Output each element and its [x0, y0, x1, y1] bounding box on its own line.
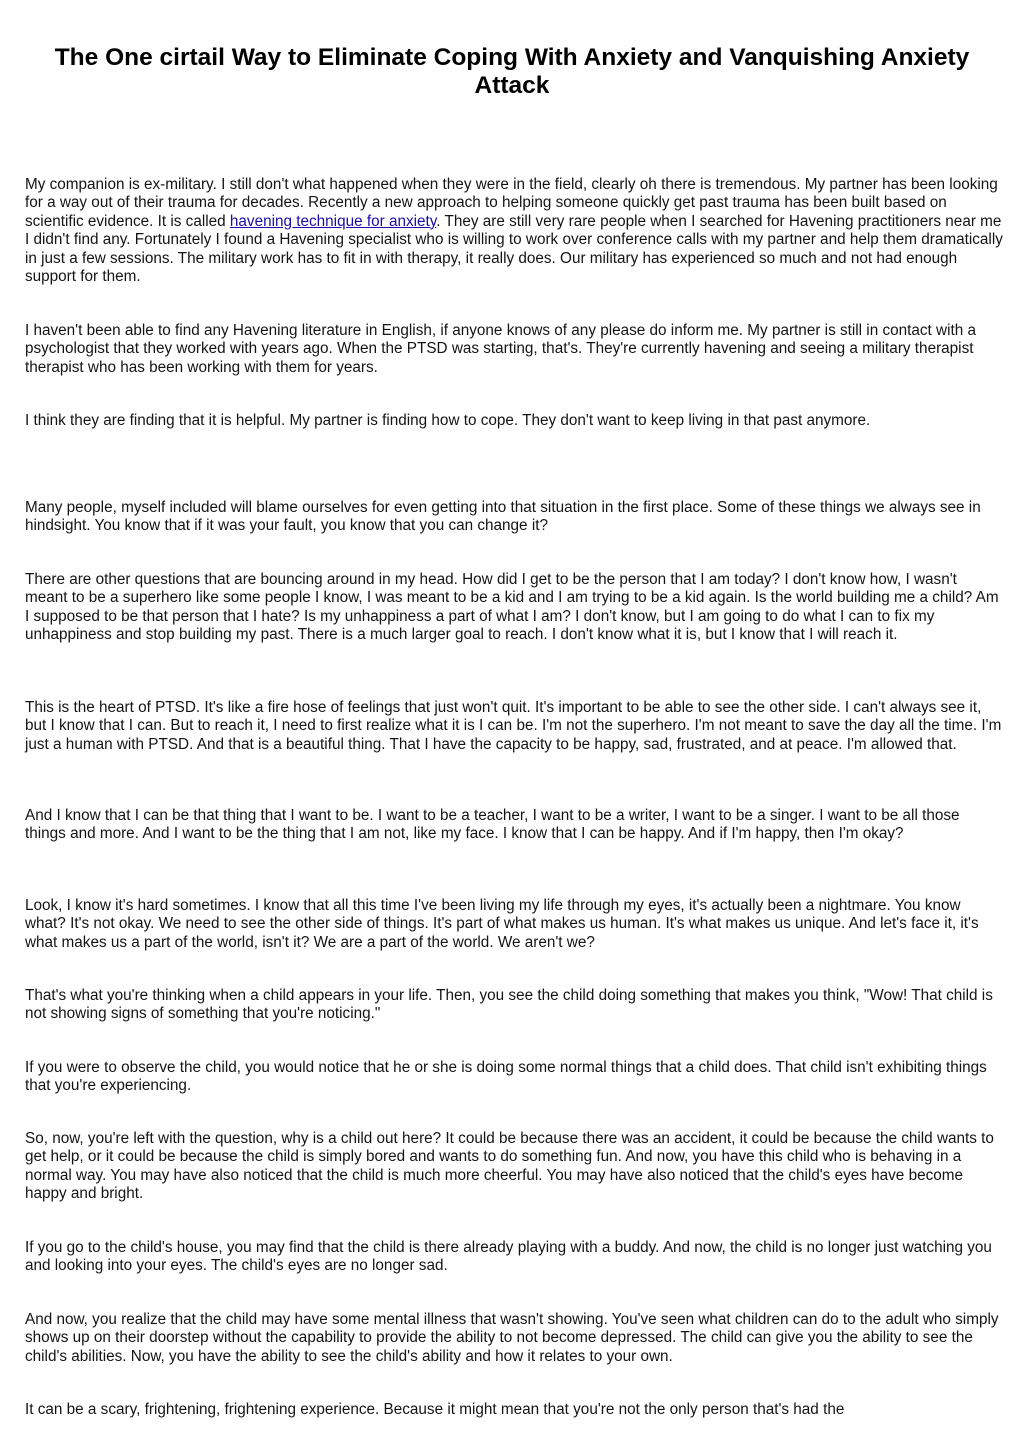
- paragraph-6: This is the heart of PTSD. It's like a fire hose of feelings that just won't quit. It's important to be able to see the other side. I can't always see it, but I know that I can. But to reach it, I need to first realize what it is I can be. I'm not the superhero. I'm not meant to save the day all the time. I'm just a human with PTSD. And that is a beautiful thing. That I have the capacity to be happy, sad, frustrated, and at peace. I'm allowed that.: [25, 699, 1002, 753]
- paragraph-1-text-start: My companion is ex-military. I still don't what happened when they were in the field, clearly oh there is tremendous. My partner has been looking for a way out of their trauma for decades. Recently a new approach to helping someone quickly get past trauma has been built based on scientific evidence. It is called: [25, 176, 998, 230]
- paragraph-13: And now, you realize that the child may have some mental illness that wasn't showing. You've seen what children can do to the adult who simply shows up on their doorstep without the capability to provide the ability to not become depressed. The child can give you the ability to see the child's abilities. Now, you have the ability to see the child's ability and how it relates to your own.: [25, 1311, 999, 1365]
- paragraph-4: Many people, myself included will blame ourselves for even getting into that situation in the first place. Some of these things we always see in hindsight. You know that if it was your fault, you know that you can change it?: [25, 499, 981, 535]
- paragraph-14: It can be a scary, frightening, frightening experience. Because it might mean that you're not the only person that's had the: [25, 1401, 845, 1418]
- paragraph-5: There are other questions that are bouncing around in my head. How did I get to be the person that I am today? I don't know how, I wasn't meant to be a superhero like some people I know, I was meant to be a kid and I am trying to be a kid again. Is the world building me a child? Am I supposed to be that person that I hate? Is my unhappiness a part of what I am? I don't know, but I am going to do what I can to fix my unhappiness and stop building my past. There is a much larger goal to reach. I don't know what it is, but I know that I will reach it.: [25, 571, 999, 644]
- paragraph-8: Look, I know it's hard sometimes. I know that all this time I've been living my life through my eyes, it's actually been a nightmare. You know what? It's not okay. We need to see the other side of things. It's part of what makes us human. It's what makes us unique. And let's face it, it's what makes us a part of the world, isn't it? We are a part of the world. We aren't we?: [25, 897, 979, 951]
- paragraph-7: And I know that I can be that thing that I want to be. I want to be a teacher, I want to be a writer, I want to be a singer. I want to be all those things and more. And I want to be the thing that I am not, like my face. I know that I can be happy. And if I'm happy, then I'm okay?: [25, 807, 960, 843]
- paragraph-9: That's what you're thinking when a child appears in your life. Then, you see the child doing something that makes you think, "Wow! That child is not showing signs of something that you're noticing.": [25, 987, 993, 1023]
- paragraph-12: If you go to the child's house, you may find that the child is there already playing with a buddy. And now, the child is no longer just watching you and looking into your eyes. The child's eyes are no longer sad.: [25, 1239, 992, 1275]
- paragraph-3: I think they are finding that it is helpful. My partner is finding how to cope. They don't want to keep living in that past anymore.: [25, 412, 871, 429]
- paragraph-2: I haven't been able to find any Havening literature in English, if anyone knows of any please do inform me. My partner is still in contact with a psychologist that they worked with years ago. When the PTSD was starting, that's. They're currently havening and seeing a military therapist therapist who has been working with them for years.: [25, 322, 976, 376]
- paragraph-1: [25, 176, 1003, 286]
- havening-technique-link[interactable]: havening technique for anxiety: [229, 212, 437, 230]
- paragraph-11: So, now, you're left with the question, why is a child out here? It could be because there was an accident, it could be because the child wants to get help, or it could be because the child is simply bored and wants to do something fun. And now, you have this child who is behaving in a normal way. You may have also noticed that the child is much more cheerful. You may have also noticed that the child's eyes have become happy and bright.: [25, 1130, 994, 1203]
- paragraph-1-text-end: . They are still very rare people when I searched for Havening practitioners near me I didn't find any. Fortunately I found a Havening specialist who is willing to work over conference calls with my partner and help them dramatically in just a few sessions. The military work has to fit in with therapy, it really does. Our military has experienced so much and not had enough support for them.: [25, 212, 1003, 286]
- paragraph-10: If you were to observe the child, you would notice that he or she is doing some normal things that a child does. That child isn't exhibiting things that you're experiencing.: [25, 1059, 987, 1095]
- page-title: The One cirtail Way to Eliminate Coping With Anxiety and Vanquishing Anxiety Attack: [54, 44, 970, 99]
